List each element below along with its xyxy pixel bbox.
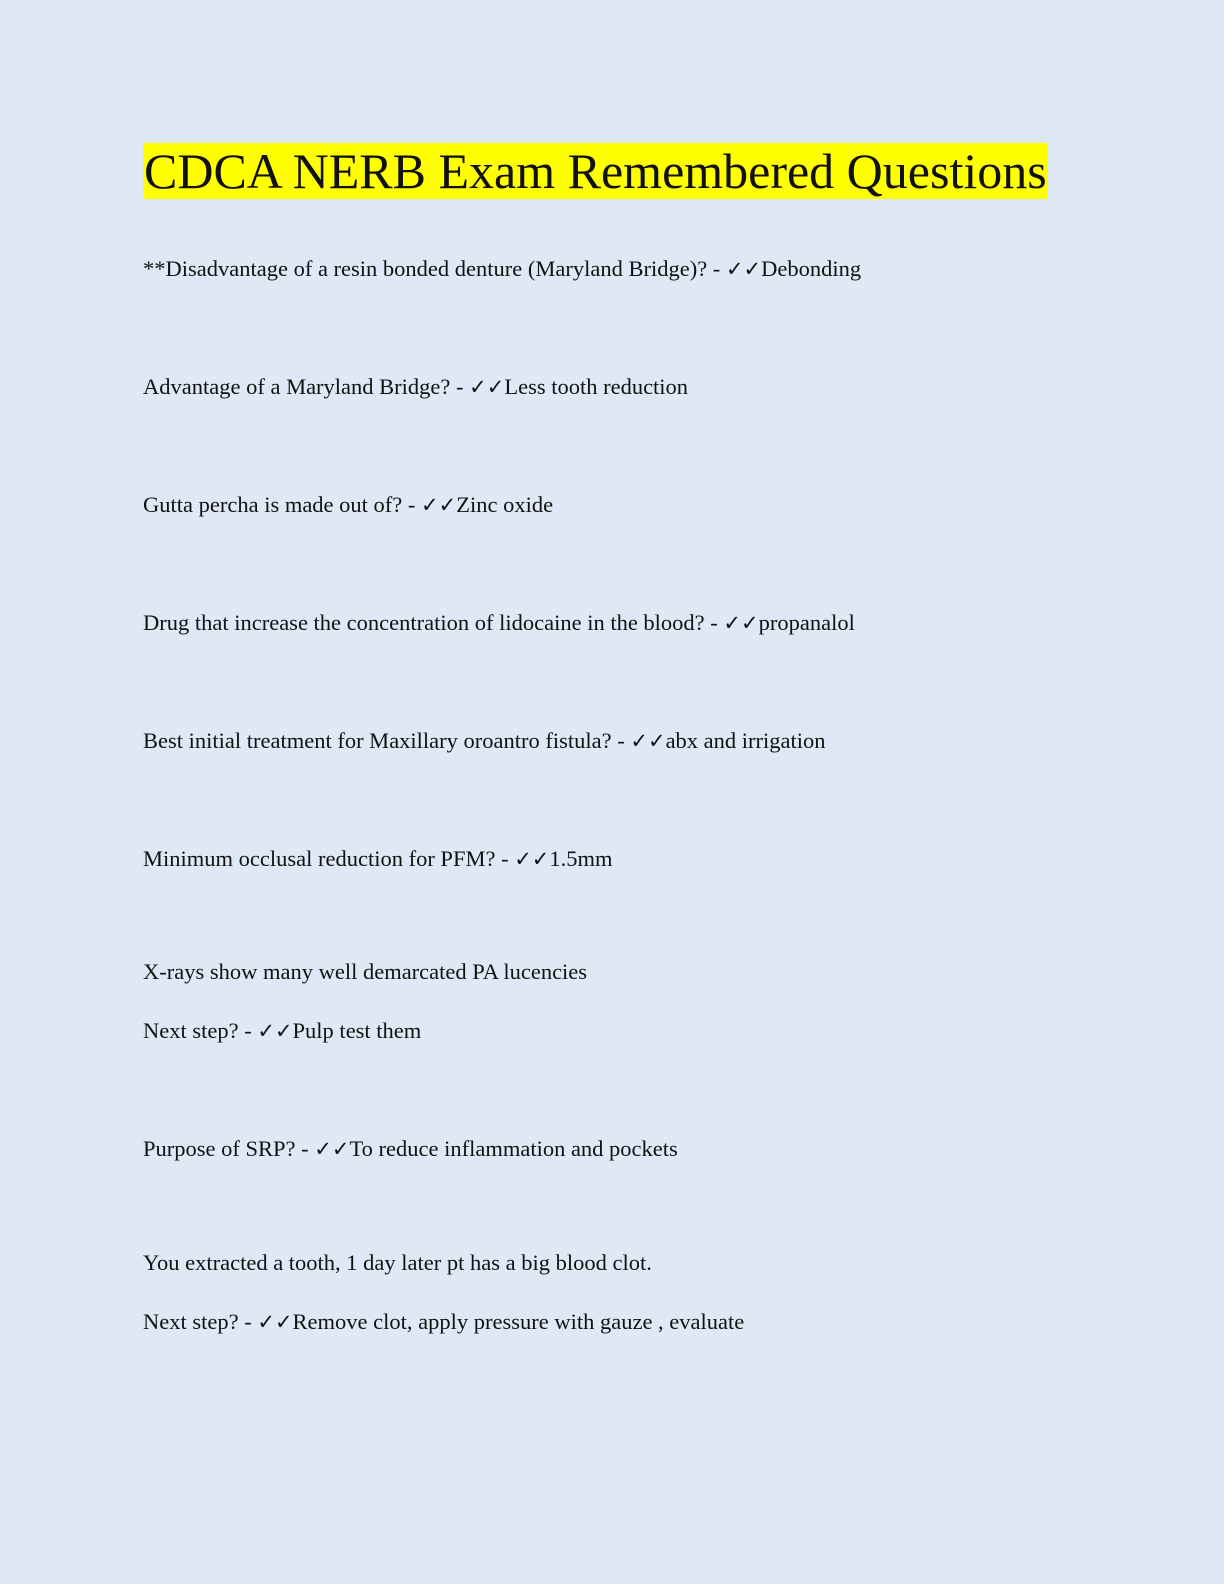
answer-text: Zinc oxide: [456, 492, 554, 517]
qa-item: [143, 1135, 678, 1163]
answer-text: propanalol: [758, 610, 855, 635]
question-text: Next step? -: [143, 1309, 258, 1334]
double-check-icon: ✓✓: [514, 847, 550, 871]
answer-text: 1.5mm: [549, 846, 613, 871]
qa-item: [143, 727, 826, 755]
double-check-icon: ✓✓: [314, 1137, 350, 1161]
double-check-icon: ✓✓: [257, 1310, 293, 1334]
qa-context: X-rays show many well demarcated PA lucencies: [143, 959, 588, 984]
question-text: Gutta percha is made out of? -: [143, 492, 422, 517]
double-check-icon: ✓✓: [725, 257, 762, 281]
question-text: Best initial treatment for Maxillary oroantro fistula? -: [143, 728, 631, 753]
double-check-icon: ✓✓: [257, 1019, 293, 1043]
double-check-icon: ✓✓: [723, 611, 759, 635]
double-check-icon: ✓✓: [469, 375, 505, 399]
document-title: [143, 143, 1048, 199]
question-text: Advantage of a Maryland Bridge? -: [143, 374, 470, 399]
answer-text: Remove clot, apply pressure with gauze , evaluate: [292, 1309, 745, 1334]
question-text: Drug that increase the concentration of lidocaine in the blood? -: [143, 610, 724, 635]
answer-text: Less tooth reduction: [504, 374, 689, 399]
answer-text: To reduce inflammation and pockets: [349, 1136, 678, 1161]
question-text: **Disadvantage of a resin bonded denture (Maryland Bridge)? -: [143, 256, 726, 281]
double-check-icon: ✓✓: [630, 729, 666, 753]
qa-item: [143, 255, 861, 283]
qa-context: You extracted a tooth, 1 day later pt has a big blood clot.: [143, 1250, 652, 1275]
question-text: Minimum occlusal reduction for PFM? -: [143, 846, 515, 871]
qa-item: [143, 845, 613, 873]
qa-item: [143, 1017, 421, 1045]
question-text: Next step? -: [143, 1018, 258, 1043]
qa-item: [143, 373, 688, 401]
answer-text: Pulp test them: [292, 1018, 422, 1043]
answer-text: Debonding: [761, 256, 862, 281]
qa-item: [143, 609, 855, 637]
qa-item: [143, 1308, 744, 1336]
answer-text: abx and irrigation: [665, 728, 826, 753]
question-text: Purpose of SRP? -: [143, 1136, 315, 1161]
double-check-icon: ✓✓: [421, 493, 457, 517]
title-highlight: CDCA NERB Exam Remembered Questions: [144, 143, 1047, 199]
qa-item: [143, 491, 553, 519]
